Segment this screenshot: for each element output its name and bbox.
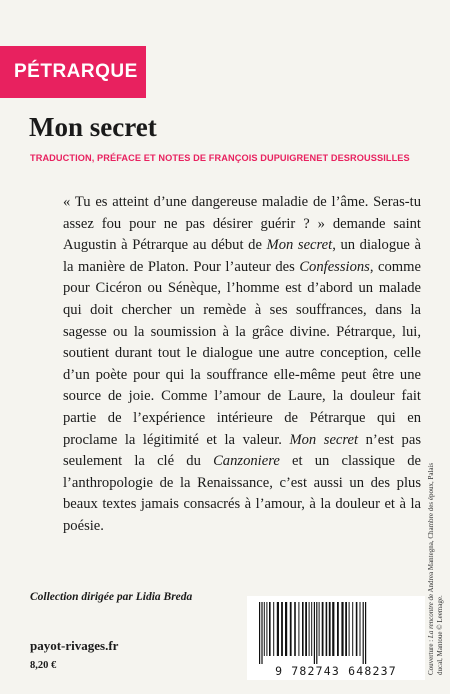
barcode-bar — [322, 602, 324, 656]
barcode-bar — [290, 602, 292, 656]
barcode-bar — [309, 602, 310, 656]
credits-artwork: La rencontre — [427, 602, 435, 639]
barcode-bar — [273, 602, 274, 656]
collection-editor: Lidia Breda — [135, 591, 193, 603]
blurb-text: , un dialogue à la manière de Platon. Pour l’auteur des — [63, 237, 421, 275]
blurb-italic-title: Mon secret — [289, 431, 359, 448]
barcode-bar — [285, 602, 287, 656]
barcode-bar — [349, 602, 350, 656]
barcode-bar — [329, 602, 331, 656]
barcode-bar — [363, 602, 364, 664]
blurb-text: , comme pour Cicéron ou Sénèque, l’homme est d’abord un malade qui doit chercher un remède à ses souffrances, dans la sagesse ou la soumission à la grâce divine. Pétrarque, lui, soutient durant tout le dialogue une autre conception, celle d’un poète pour qui la souffrance elle-même peut être une source de joie. Comme l’amour de Laure, la douleur fait partie de l’expérience intérieure de Pétrarque qui en proclame la légitimité et la valeur. — [63, 258, 421, 448]
barcode-bar — [316, 602, 317, 664]
barcode-bar — [360, 602, 361, 656]
isbn-number: 9 782743 648237 — [275, 664, 397, 678]
credits-label: Couverture : — [427, 638, 435, 675]
barcode-bar — [337, 602, 339, 656]
barcode-bar — [259, 602, 260, 664]
blurb-text: et un classique de l’anthropologie de la Renaissance, c’est aussi un des plus beaux textes jamais consacrés à l’amour, à la douleur et à la poésie. — [63, 453, 421, 534]
barcode-bar — [277, 602, 279, 656]
collection-prefix: Collection dirigée par — [30, 591, 136, 603]
blurb-paragraph — [63, 192, 421, 538]
translator-credit: TRADUCTION, PRÉFACE ET NOTES DE FRANÇOIS DUPUIGRENET DESROUSSILLES — [30, 153, 410, 163]
cover-credits — [427, 460, 444, 675]
book-title: Mon secret — [29, 112, 157, 142]
blurb-text: « Tu es atteint d’une dangereuse maladie de l’âme. Seras-tu assez fou pour ne pas désirer guérir ? » demande saint Augustin à Pétrarque au début de — [63, 194, 421, 254]
barcode-bar — [319, 602, 320, 656]
barcode-bar — [305, 602, 307, 656]
blurb-italic-title: Canzoniere — [213, 453, 280, 470]
blurb — [63, 192, 421, 538]
barcode-bar — [266, 602, 267, 656]
barcode-bar — [352, 602, 353, 656]
barcode-bars — [247, 596, 425, 664]
barcode-bar — [269, 602, 271, 656]
barcode-bar — [326, 602, 328, 656]
barcode-bar — [345, 602, 347, 656]
publisher-website[interactable]: payot-rivages.fr — [30, 638, 119, 653]
barcode-bar — [356, 602, 358, 656]
barcode-bar — [298, 602, 299, 656]
blurb-italic-title: Confessions — [299, 258, 370, 275]
blurb-italic-title: Mon secret — [266, 237, 333, 254]
barcode-bar — [311, 602, 312, 656]
author-band — [0, 46, 146, 98]
barcode-bar — [341, 602, 343, 656]
credits-text: de Andrea Mantegna, Chambre des époux, Palais ducal, Mantoue © Leemage. — [427, 462, 444, 675]
barcode-bar — [294, 602, 296, 656]
barcode-bar — [302, 602, 304, 656]
barcode-bar — [281, 602, 283, 656]
barcode-bar — [332, 602, 334, 656]
price: 8,20 € — [30, 660, 57, 671]
barcode-bar — [261, 602, 262, 664]
blurb-text: n’est pas seulement la clé du — [63, 431, 421, 470]
isbn-barcode — [247, 596, 425, 680]
collection-credit — [30, 591, 192, 603]
author-name: PÉTRARQUE — [14, 61, 138, 82]
barcode-bar — [365, 602, 366, 664]
barcode-bar — [264, 602, 265, 656]
barcode-bar — [314, 602, 315, 664]
